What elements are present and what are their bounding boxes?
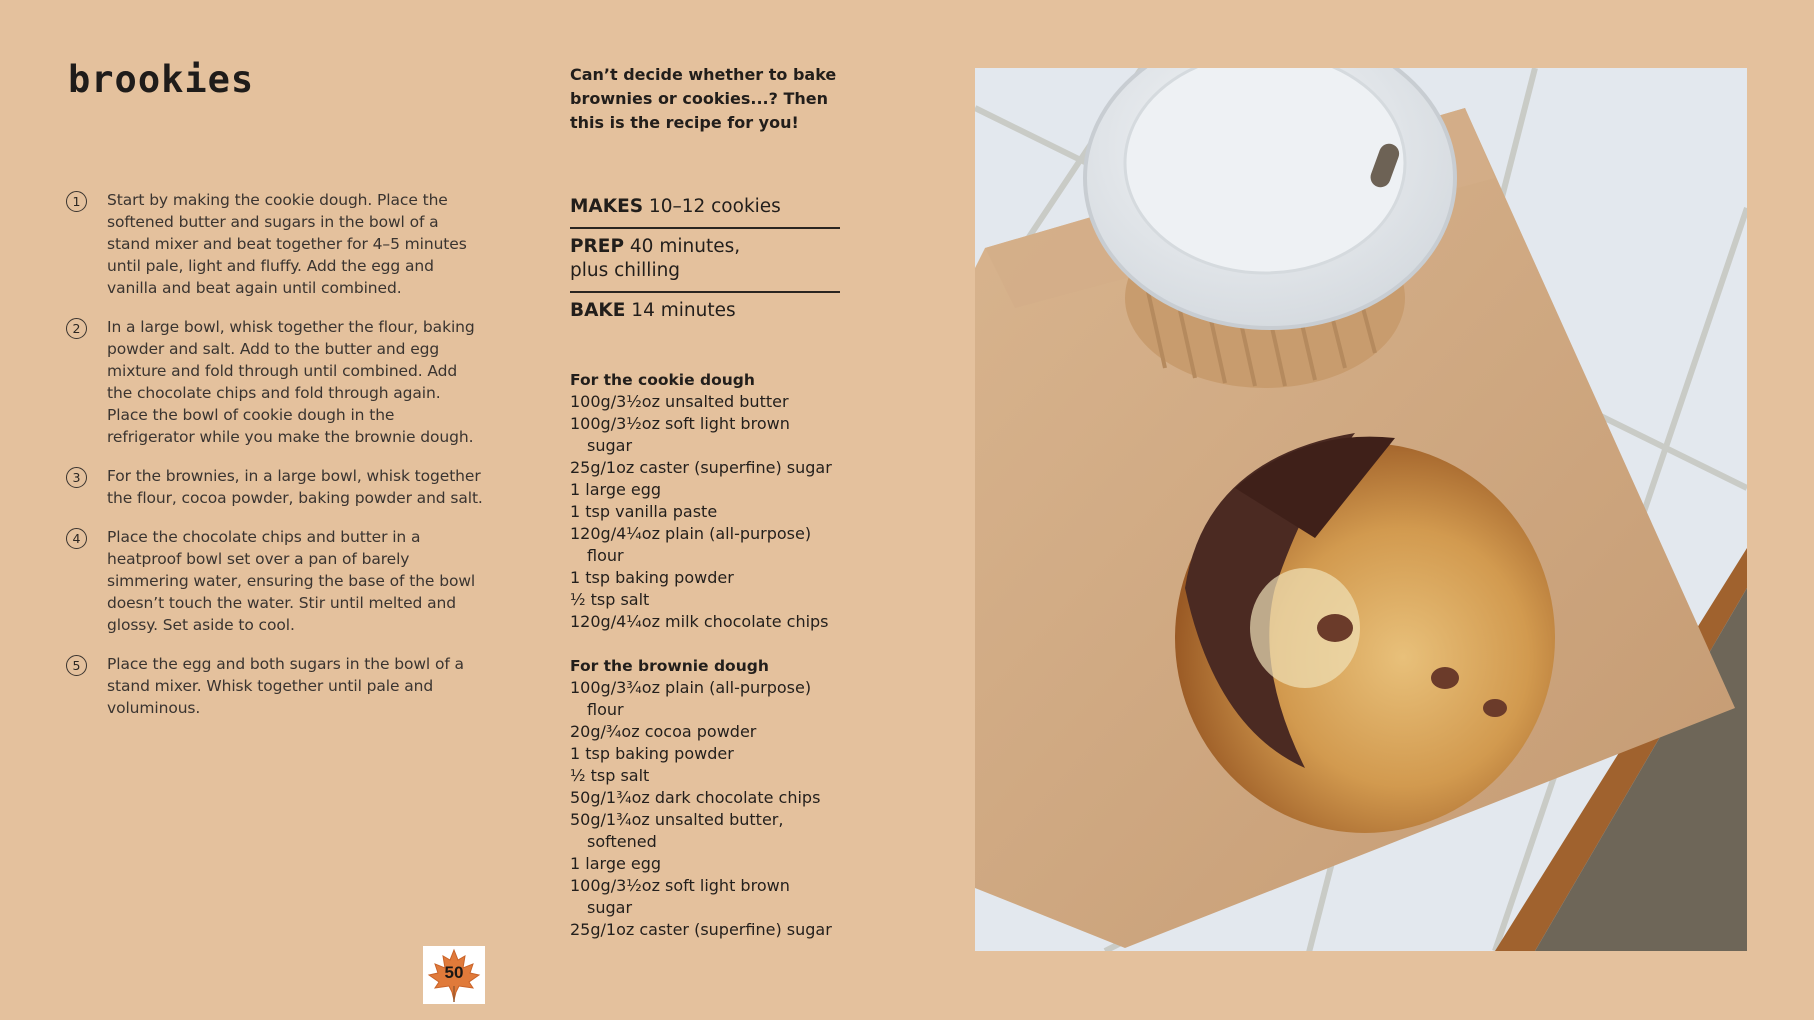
step-text: Place the egg and both sugars in the bowl of a stand mixer. Whisk together until pale and voluminous. — [107, 655, 464, 717]
ingredient-line: ½ tsp salt — [570, 590, 650, 609]
prep-label: PREP — [570, 236, 625, 257]
ingredient-line: flour — [587, 546, 624, 565]
bake-value: 14 minutes — [631, 300, 736, 321]
ingredient-line: 120g/4¼oz milk chocolate chips — [570, 612, 829, 631]
step-text: For the brownies, in a large bowl, whisk together the flour, cocoa powder, baking powder and salt. — [107, 467, 483, 507]
step-item — [66, 653, 486, 719]
page-number-badge — [423, 946, 485, 1004]
ingredient-line: 1 tsp baking powder — [570, 568, 734, 587]
ingredient-line: 1 large egg — [570, 480, 662, 499]
ingredient-line: 20g/¾oz cocoa powder — [570, 722, 757, 741]
step-text: Start by making the cookie dough. Place the softened butter and sugars in the bowl of a stand mixer and beat together for 4–5 minutes until pale, light and fluffy. Add the egg and vanilla and beat again until combined. — [107, 191, 467, 297]
ingredient-line: 50g/1¾oz dark chocolate chips — [570, 788, 821, 807]
recipe-info-column — [570, 63, 850, 963]
step-text: Place the chocolate chips and butter in a heatproof bowl set over a pan of barely simmering water, ensuring the base of the bowl doesn’t touch the water. Stir until melted and glossy. Set aside to cool. — [107, 528, 476, 634]
step-number-circle: 2 — [66, 318, 87, 339]
ingredient-line: flour — [587, 700, 624, 719]
ingredient-line: 100g/3½oz soft light brown — [570, 876, 790, 895]
ingredient-group-heading: For the brownie dough — [570, 657, 769, 675]
ingredients — [570, 369, 850, 941]
step-item — [66, 189, 486, 299]
makes-label: MAKES — [570, 196, 644, 217]
bake-row — [570, 293, 850, 331]
ingredient-line: 50g/1¾oz unsalted butter, — [570, 810, 784, 829]
intro-line: this is the recipe for you! — [570, 113, 799, 132]
method-steps — [66, 189, 486, 736]
ingredient-group-cookie — [570, 369, 850, 633]
ingredient-line: ½ tsp salt — [570, 766, 650, 785]
page-number: 50 — [444, 963, 464, 982]
prep-value-cont: plus chilling — [570, 260, 681, 281]
prep-row — [570, 229, 850, 291]
brookie-photo-illustration — [975, 68, 1747, 951]
ingredient-line: 25g/1oz caster (superfine) sugar — [570, 458, 832, 477]
ingredient-line: 100g/3½oz unsalted butter — [570, 392, 789, 411]
ingredient-line: 25g/1oz caster (superfine) sugar — [570, 920, 832, 939]
prep-value: 40 minutes, — [629, 236, 741, 257]
step-number-circle: 1 — [66, 191, 87, 212]
ingredient-line: 120g/4¼oz plain (all-purpose) — [570, 524, 812, 543]
ingredient-group-heading: For the cookie dough — [570, 371, 755, 389]
ingredient-line: 100g/3½oz soft light brown — [570, 414, 790, 433]
bake-label: BAKE — [570, 300, 626, 321]
step-item — [66, 526, 486, 636]
ingredient-line: 1 large egg — [570, 854, 662, 873]
step-text: In a large bowl, whisk together the flour, baking powder and salt. Add to the butter and egg mixture and fold through until combined. Add the chocolate chips and fold through again. Place the bowl of cookie dough in the refrigerator while you make the brownie dough. — [107, 318, 475, 446]
ingredient-line: softened — [587, 832, 657, 851]
recipe-photo — [975, 68, 1747, 951]
ingredient-group-brownie — [570, 655, 850, 941]
intro-line: Can’t decide whether to bake — [570, 65, 837, 84]
makes-value: 10–12 cookies — [648, 196, 781, 217]
step-number-circle: 5 — [66, 655, 87, 676]
ingredient-line: 100g/3¾oz plain (all-purpose) — [570, 678, 812, 697]
step-item — [66, 316, 486, 448]
recipe-intro — [570, 63, 850, 135]
ingredient-line: sugar — [587, 898, 633, 917]
step-number-circle: 3 — [66, 467, 87, 488]
ingredient-line: 1 tsp vanilla paste — [570, 502, 718, 521]
ingredient-line: sugar — [587, 436, 633, 455]
intro-line: brownies or cookies...? Then — [570, 89, 828, 108]
ingredient-line: 1 tsp baking powder — [570, 744, 734, 763]
recipe-meta — [570, 189, 850, 331]
makes-row — [570, 189, 850, 227]
step-item — [66, 465, 486, 509]
recipe-title: brookies — [68, 58, 255, 101]
step-number-circle: 4 — [66, 528, 87, 549]
